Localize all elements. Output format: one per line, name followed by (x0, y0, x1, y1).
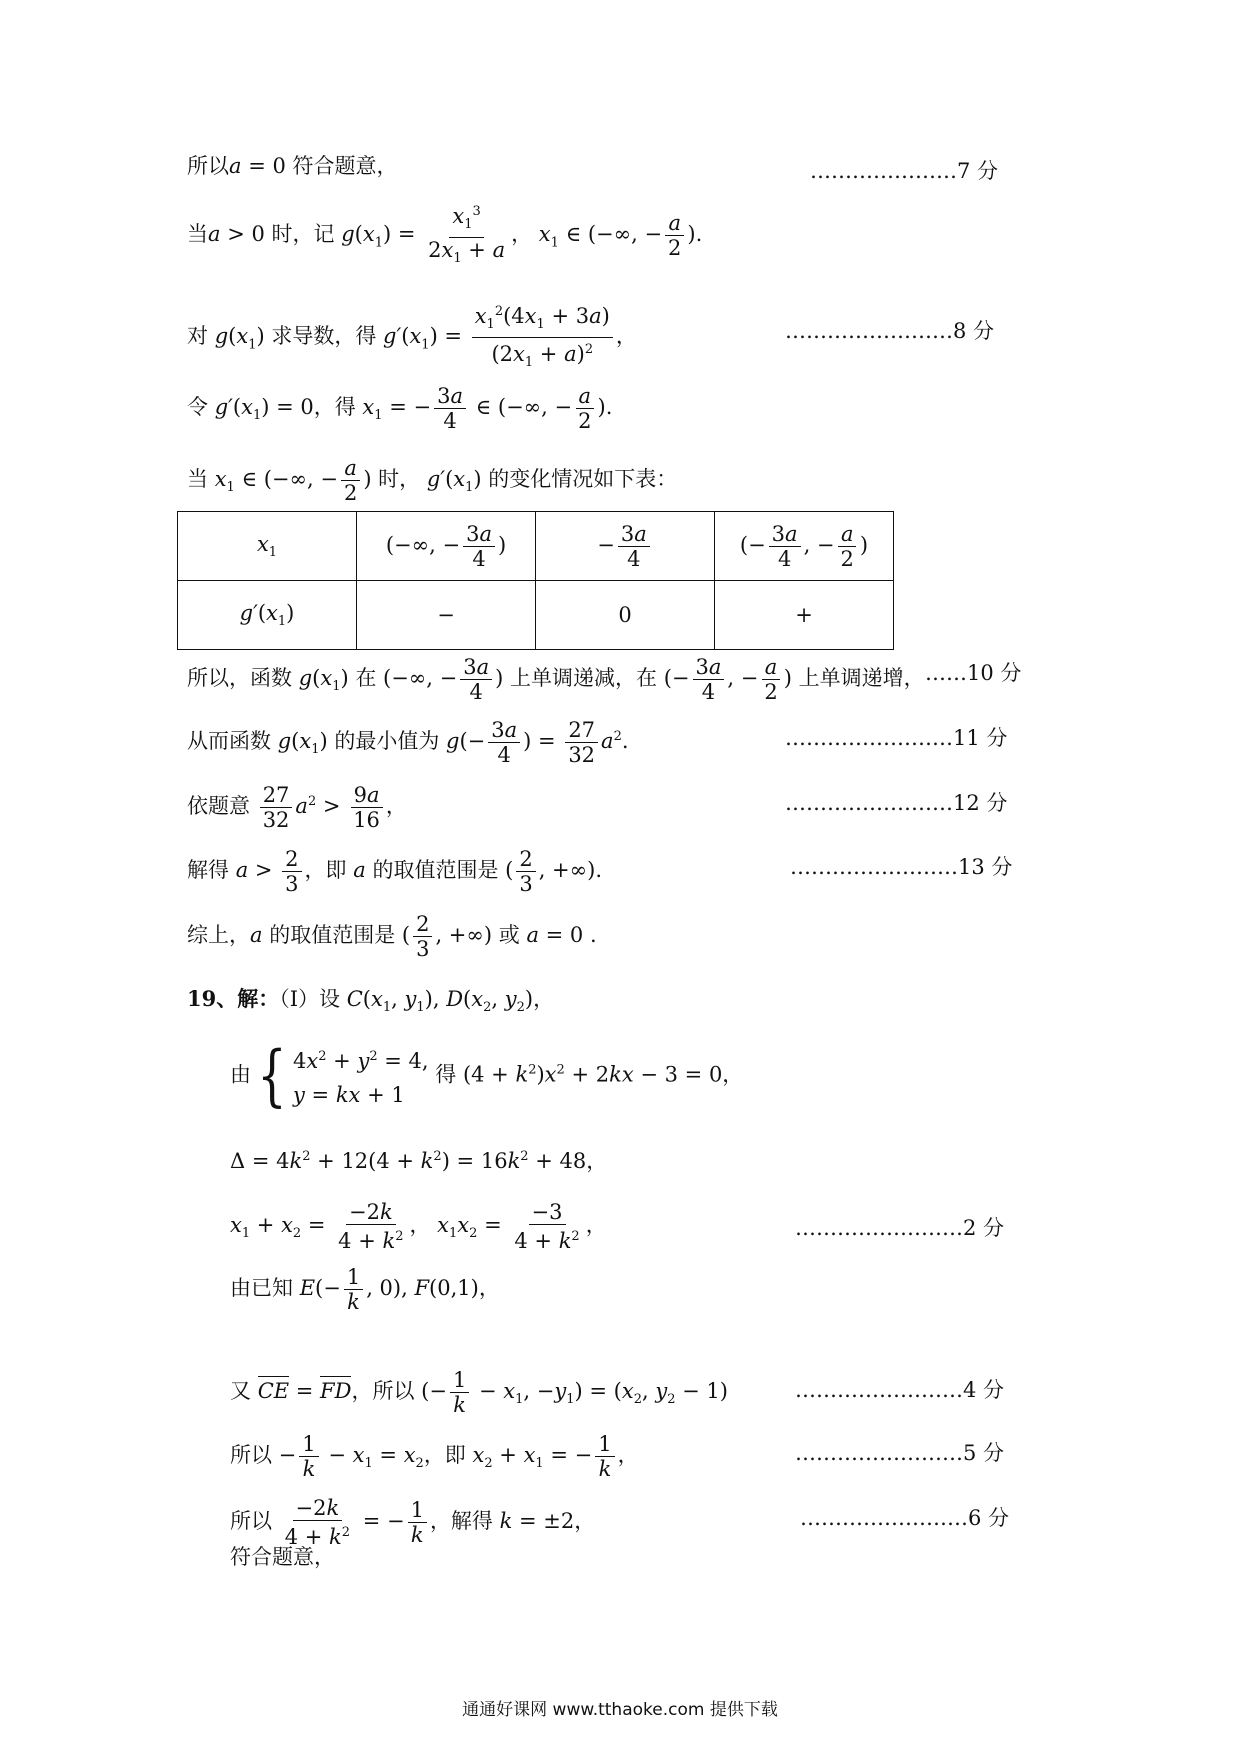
score-mark: ……………………13 分 (790, 855, 1013, 879)
table-cell: + (715, 581, 894, 650)
score-mark: ……………………4 分 (795, 1378, 1005, 1402)
score-mark: ……………………6 分 (800, 1506, 1010, 1530)
problem-number: 19、解： (187, 986, 280, 1011)
text-line: 对 $g(x_1)$ 求导数，得 $g'(x_1)$ = $\frac{x_1^2(4x_1 + 3a)}{(2x_1 + a)^2}$ ， (187, 300, 637, 375)
page-footer: 通通好课网 www.tthaoke.com 提供下载 (462, 1700, 778, 1720)
table-cell: $g'(x_1)$ (178, 581, 357, 650)
table-cell: $x_1$ (178, 512, 357, 581)
score-mark: ……………………11 分 (785, 726, 1008, 750)
text-line: 19、解：（Ⅰ）设 $C(x_1$, $y_1$), $D(x_2$, $y_2$)， (187, 986, 555, 1016)
score-mark: ……………………5 分 (795, 1441, 1005, 1465)
text-line: 又 CE = FD，所以 (− $\frac{1}{k}$ − $x_1$, $-y_1) = (x_2$, $y_2 - 1$) (230, 1368, 728, 1417)
text-line: 综上，a 的取值范围是 ( $\frac{2}{3}$ , +∞) 或 a = 0 . (187, 912, 597, 961)
score-mark: ……………………12 分 (785, 791, 1008, 815)
table-cell: − (357, 581, 536, 650)
text-line: 当a > 0 时，记 $g(x_1)$ = $\frac{x_1^3}{2x_1 + a}$ ， $x_1$ ∈ (−∞, − $\frac{a}{2}$ ). (187, 200, 702, 271)
text-line: 所以，函数 $g(x_1)$ 在 (−∞, − $\frac{3a}{4}$ ) 上单调递减，在 (− $\frac{3a}{4}$ , − $\frac{a}{2}$ ) 上单调递增， (187, 655, 925, 704)
text-line: 所以 − $\frac{1}{k}$ − $x_1 = x_2$，即 $x_2 + x_1$ = − $\frac{1}{k}$ ， (230, 1432, 639, 1481)
text-line: 当 $x_1$ ∈ (−∞, − $\frac{a}{2}$ ) 时， $g'(x_1)$ 的变化情况如下表： (187, 456, 678, 505)
score-mark: ……10 分 (925, 661, 1022, 685)
score-mark: …………………7 分 (810, 159, 999, 183)
text-line: 所以 $\frac{-2k}{4 + k^2}$ = − $\frac{1}{k}$ ，解得 k = ±2， (230, 1496, 596, 1549)
text-line: 依题意 $\frac{27}{32}$ $a^2$ > $\frac{9a}{16}$ ， (187, 783, 407, 832)
table-cell: (− $\frac{3a}{4}$ , − $\frac{a}{2}$ ) (715, 512, 894, 581)
table-row (178, 512, 894, 581)
score-mark: ……………………2 分 (795, 1216, 1005, 1240)
text-line: 由已知 E(− $\frac{1}{k}$ , 0), F(0,1)， (230, 1265, 500, 1314)
table-cell: 0 (536, 581, 715, 650)
table-cell: (−∞, − $\frac{3a}{4}$ ) (357, 512, 536, 581)
variation-table (177, 511, 894, 650)
text-line: $x_1 + x_2$ = $\frac{-2k}{4 + k^2}$ ， $x_1x_2$ = $\frac{-3}{4 + k^2}$ ， (230, 1200, 607, 1253)
text-line: $\Delta = 4k^2 + 12(4 + k^2) = 16k^2 + 48$， (230, 1149, 608, 1173)
text-line: 令 $g'(x_1) = 0$，得 $x_1$ = − $\frac{3a}{4}$ ∈ (−∞, − $\frac{a}{2}$ ). (187, 384, 613, 433)
text-line: 由{ $4x^2 + y^2 = 4$, y = kx + 1 得 $(4 + k^2)x^2 + 2kx - 3 = 0$， (230, 1037, 744, 1114)
table-cell: − $\frac{3a}{4}$ (536, 512, 715, 581)
text-line: 符合题意， (230, 1545, 335, 1569)
text-line: 所以a = 0 符合题意， (187, 154, 398, 178)
text-line: 从而函数 $g(x_1)$ 的最小值为 g(− $\frac{3a}{4}$ ) = $\frac{27}{32}$ $a^2$. (187, 718, 629, 767)
table-row (178, 581, 894, 650)
text-line: 解得 a > $\frac{2}{3}$ ，即 a 的取值范围是 ( $\frac{2}{3}$ , +∞). (187, 847, 602, 896)
score-mark: ……………………8 分 (785, 319, 995, 343)
